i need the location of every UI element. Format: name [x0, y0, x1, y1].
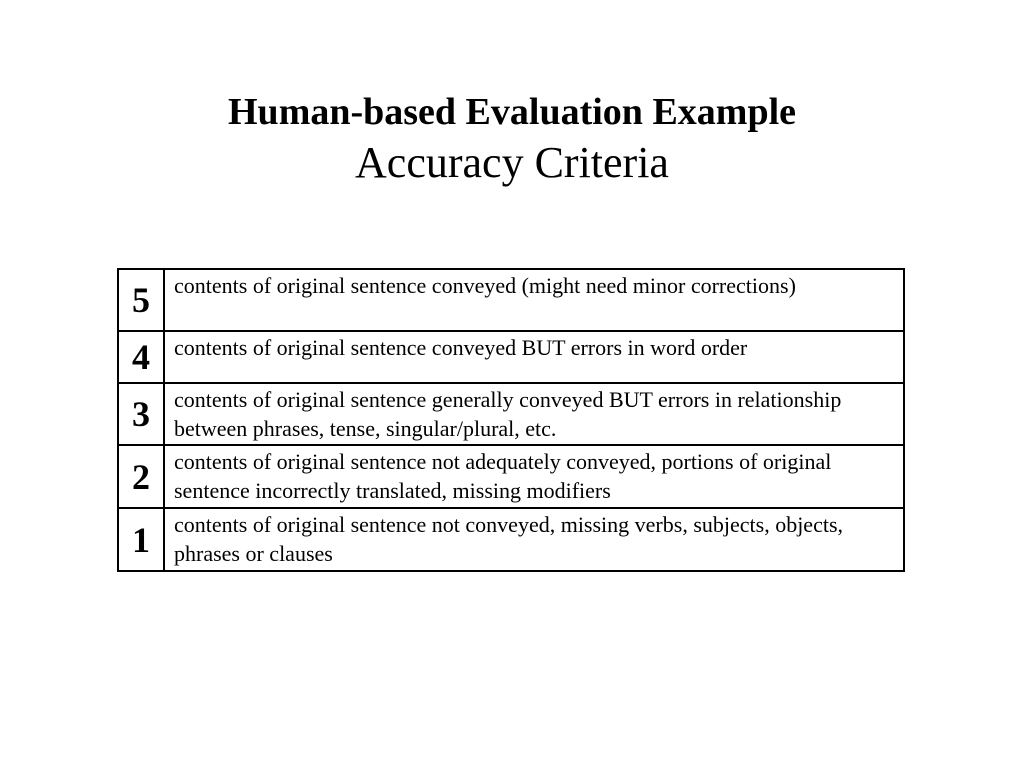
- score-cell: 1: [118, 508, 164, 571]
- description-cell: contents of original sentence not adequately conveyed, portions of original sentence incorrectly translated, missing modifiers: [164, 445, 904, 508]
- description-cell: contents of original sentence conveyed (might need minor corrections): [164, 269, 904, 331]
- description-cell: contents of original sentence conveyed BUT errors in word order: [164, 331, 904, 383]
- table-row: [118, 508, 904, 571]
- score-cell: 3: [118, 383, 164, 445]
- slide-heading: [0, 88, 1024, 190]
- accuracy-criteria-table: [117, 268, 905, 572]
- description-cell: contents of original sentence not conveyed, missing verbs, subjects, objects, phrases or clauses: [164, 508, 904, 571]
- score-cell: 4: [118, 331, 164, 383]
- table-row: [118, 445, 904, 508]
- score-cell: 5: [118, 269, 164, 331]
- table-row: [118, 269, 904, 331]
- slide-title: Human-based Evaluation Example: [228, 91, 796, 133]
- score-cell: 2: [118, 445, 164, 508]
- table-row: [118, 383, 904, 445]
- table-row: [118, 331, 904, 383]
- slide-subtitle: Accuracy Criteria: [355, 138, 669, 187]
- description-cell: contents of original sentence generally conveyed BUT errors in relationship between phrases, tense, singular/plural, etc.: [164, 383, 904, 445]
